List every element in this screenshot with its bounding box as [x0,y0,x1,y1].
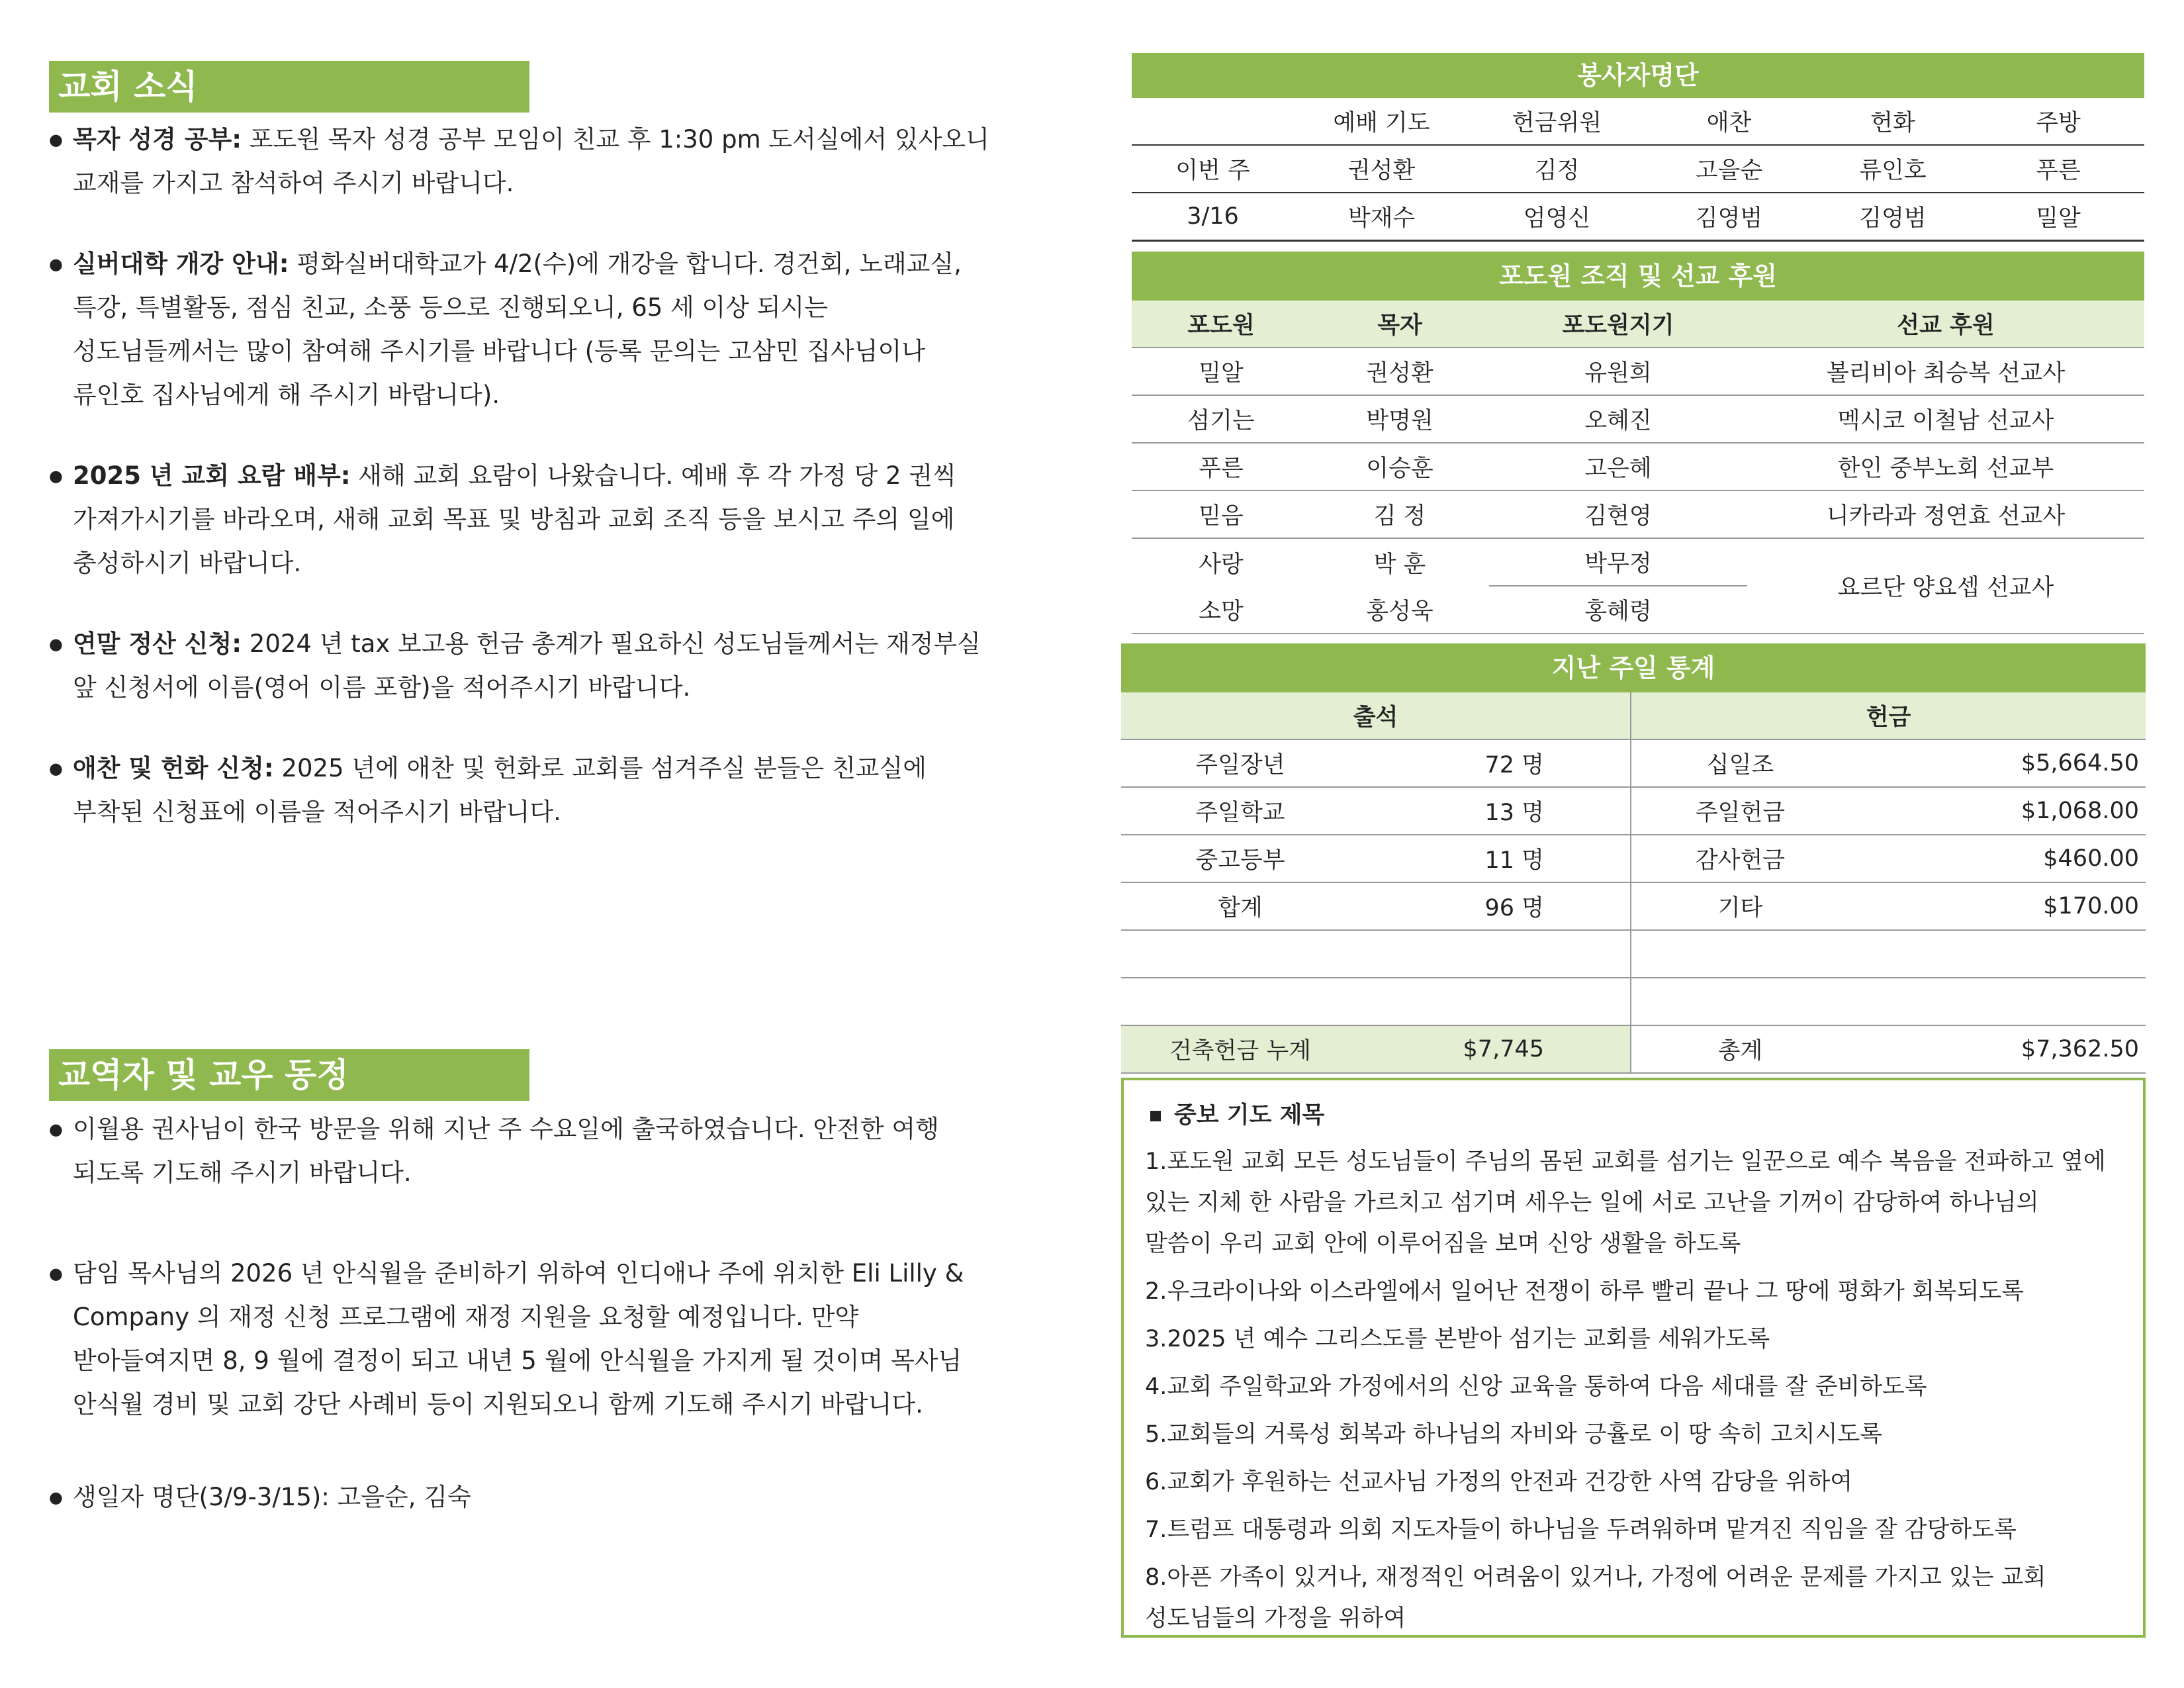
volunteers-header-cell: 예배 기도 [1333,110,1430,136]
vineyard-table [1132,301,2144,634]
prayer-item-text: 4.교회 주일학교와 가정에서의 신앙 교육을 통하여 다음 세대를 잘 준비하도록 [1145,1374,1927,1400]
volunteers-title: 봉사자명단 [1132,53,2144,98]
vineyard-cell: 김 정 [1373,503,1426,530]
ministers-item [49,1476,1068,1519]
news-item-text: 2025 년에 애찬 및 헌화로 교회를 섬겨주실 분들은 친교실에 [273,754,927,782]
vineyard-header-cell: 목자 [1377,312,1422,339]
vineyard-cell: 이승훈 [1366,455,1433,482]
prayer-item [1145,1319,2131,1360]
prayer-box [1121,1078,2146,1638]
stats-cell [1849,930,2146,978]
stats-cell: $5,664.50 [2021,750,2139,776]
vineyard-title: 포도원 조직 및 선교 후원 [1132,252,2144,301]
stats-cell: 중고등부 [1195,847,1285,874]
news-list [49,118,1068,834]
news-item-text: 충성하시기 바랍니다. [73,549,302,577]
volunteers-cell: 엄영신 [1523,205,1591,232]
ministers-heading: 교역자 및 교우 동정 [49,1049,529,1101]
volunteers-cell: 김영범 [1859,205,1927,232]
stats-cell: 감사헌금 [1695,847,1786,874]
stats-total-value: $7,362.50 [2021,1036,2139,1062]
stats-footer-row [1121,1025,2146,1073]
stats-cell: 11 명 [1359,835,1631,882]
vineyard-cell: 박 훈 [1373,551,1426,578]
stats-cell [1359,978,1631,1025]
ministers-item-text: 담임 목사님의 2026 년 안식월을 준비하기 위하여 인디애나 주에 위치한 Eli Lilly & [73,1259,964,1288]
volunteers-table [1132,98,2144,242]
stats-cell [1631,978,1849,1025]
vineyard-cell: 믿음 [1199,503,1244,530]
prayer-item-text: 5.교회들의 거룩성 회복과 하나님의 자비와 긍휼로 이 땅 속히 고치시도록 [1145,1421,1883,1448]
volunteers-header-row [1132,98,2144,145]
ministers-item-text: 되도록 기도해 주시기 바랍니다. [73,1158,412,1187]
prayer-item [1145,1366,2131,1407]
volunteers-cell: 김정 [1534,158,1580,184]
vineyard-cell: 홍성욱 [1366,598,1433,625]
stats-row [1121,978,2146,1025]
volunteers-header-cell: 헌금위원 [1512,110,1602,136]
prayer-item-text: 말씀이 우리 교회 안에 이루어짐을 보며 신앙 생활을 하도록 [1145,1231,1741,1257]
news-item-text: 앞 신청서에 이름(영어 이름 포함)을 적어주시기 바랍니다. [73,673,691,702]
vineyard-cell: 유원희 [1584,360,1652,387]
stats-cell: 72 명 [1359,739,1631,787]
volunteers-header-cell [1132,98,1294,145]
news-item [49,242,1068,417]
prayer-item-text: 있는 지체 한 사람을 가르치고 섬기며 세우는 일에 서로 고난을 기꺼이 감당하여 하나님의 [1145,1190,2039,1216]
news-item [49,454,1068,585]
prayer-title: 중보 기도 제목 [1174,1102,1325,1129]
square-bullet-icon [1150,1111,1161,1121]
stats-row [1121,882,2146,930]
prayer-item-text: 6.교회가 후원하는 선교사님 가정의 안전과 건강한 사역 감당을 위하여 [1145,1469,1853,1495]
stats-cell [1849,978,2146,1025]
prayer-item-text: 성도님들의 가정을 위하여 [1145,1605,1406,1632]
news-item-text: 부착된 신청표에 이름을 적어주시기 바랍니다. [73,798,561,826]
vineyard-cell: 고은혜 [1584,455,1652,482]
stats-cell: 기타 [1717,895,1763,921]
vineyard-cell: 박무정 [1489,538,1747,586]
prayer-item [1145,1462,2131,1503]
vineyard-row [1132,491,2144,538]
prayer-item-text: 1.포도원 교회 모든 성도님들이 주님의 몸된 교회를 섬기는 일꾼으로 예수 복음을 전파하고 옆에 [1145,1149,2106,1175]
stats-cell: 13 명 [1359,787,1631,835]
prayer-item-text: 2.우크라이나와 이스라엘에서 일어난 전쟁이 하루 빨리 끝나 그 땅에 평화가 회복되도록 [1145,1278,2025,1305]
stats-cell: 십일조 [1706,752,1774,778]
news-item [49,747,1068,834]
volunteers-cell: 김영범 [1695,205,1763,232]
news-item-text: 2024 년 tax 보고용 헌금 총계가 필요하신 성도님들께서는 재정부실 [242,630,981,658]
vineyard-cell: 니카라과 정연효 선교사 [1826,503,2066,530]
news-heading: 교회 소식 [49,61,529,113]
vineyard-cell: 박명원 [1366,408,1433,434]
stats-cell [1121,978,1359,1025]
stats-cell: 96 명 [1359,882,1631,930]
vineyard-row [1132,538,2144,586]
news-item-text: 특강, 특별활동, 점심 친교, 소풍 등으로 진행되오니, 65 세 이상 되시는 [73,293,829,322]
stats-row [1121,787,2146,835]
vineyard-cell: 사랑 [1199,551,1244,578]
volunteers-cell: 이번 주 [1175,158,1250,184]
vineyard-cell: 멕시코 이철남 선교사 [1837,408,2054,434]
news-item [49,118,1068,205]
prayer-item-text: 8.아픈 가족이 있거나, 재정적인 어려움이 있거나, 가정에 어려운 문제를 가지고 있는 교회 [1145,1564,2046,1591]
vineyard-header-cell: 포도원 [1187,312,1255,339]
vineyard-cell: 볼리비아 최승복 선교사 [1826,360,2066,387]
vineyard-row [1132,443,2144,491]
volunteers-cell: 푸른 [2036,158,2081,184]
stats-building-value: $7,745 [1359,1025,1631,1073]
vineyard-header-cell: 포도원지기 [1562,312,1674,339]
news-item-text: 새해 교회 요람이 나왔습니다. 예배 후 각 가정 당 2 권씩 [350,461,956,490]
volunteers-header-cell: 애찬 [1706,110,1752,136]
volunteers-cell: 고을순 [1695,158,1763,184]
ministers-list [49,1107,1068,1519]
stats-cell [1121,930,1359,978]
stats-cell [1359,930,1631,978]
vineyard-row [1132,348,2144,395]
stats-row [1121,739,2146,787]
stats-table [1121,692,2146,1074]
news-item-title: 목자 성경 공부: [73,125,242,154]
ministers-item-text: 안식월 경비 및 교회 강단 사례비 등이 지원되오니 함께 기도해 주시기 바랍니다. [73,1390,923,1419]
news-item-text: 교재를 가지고 참석하여 주시기 바랍니다. [73,169,514,197]
prayer-list [1145,1141,2131,1639]
volunteers-cell: 박재수 [1347,205,1416,232]
stats-row [1121,930,2146,978]
ministers-item-text: Company 의 재정 신청 프로그램에 재정 지원을 요청할 예정입니다. 만약 [73,1303,859,1331]
vineyard-header-cell: 선교 후원 [1897,312,1995,339]
stats-building-label: 건축헌금 누계 [1121,1025,1359,1073]
news-item-title: 연말 정산 신청: [73,630,242,658]
stats-cell: 합계 [1218,895,1263,921]
news-item [49,622,1068,710]
ministers-item-text: 생일자 명단(3/9-3/15): 고을순, 김숙 [73,1483,471,1511]
volunteers-header-cell: 주방 [2036,110,2081,136]
ministers-item [49,1252,1068,1427]
vineyard-cell: 소망 [1199,598,1244,625]
stats-total-label: 총계 [1717,1038,1763,1064]
vineyard-cell: 요르단 양요셉 선교사 [1837,575,2054,601]
volunteers-row [1132,145,2144,193]
stats-cell: $170.00 [2043,893,2139,919]
vineyard-cell: 푸른 [1199,455,1244,482]
news-item-text: 류인호 집사님에게 해 주시기 바랍니다). [73,381,500,409]
news-item-text: 포도원 목자 성경 공부 모임이 친교 후 1:30 pm 도서실에서 있사오니 [242,125,989,154]
prayer-item [1145,1509,2131,1550]
stats-header-row [1121,692,2146,739]
stats-cell: 주일장년 [1195,752,1285,778]
ministers-item-text: 받아들여지면 8, 9 월에 결정이 되고 내년 5 월에 안식월을 가지게 될 것이며 목사님 [73,1346,962,1375]
vineyard-cell: 김현영 [1584,503,1652,530]
stats-cell: $460.00 [2043,845,2139,872]
volunteers-cell: 권성환 [1347,158,1416,184]
stats-offering-label: 헌금 [1866,704,1911,731]
ministers-item [49,1107,1068,1195]
vineyard-header-row [1132,301,2144,348]
stats-cell: 주일헌금 [1695,800,1786,826]
prayer-item [1145,1414,2131,1455]
prayer-item [1145,1141,2131,1264]
news-item-title: 애찬 및 헌화 신청: [73,754,274,782]
prayer-heading [1150,1095,1324,1136]
volunteers-cell: 3/16 [1187,203,1239,230]
prayer-item-text: 3.2025 년 예수 그리스도를 본받아 섬기는 교회를 세워가도록 [1145,1326,1770,1352]
news-item-text: 가져가시기를 바라오며, 새해 교회 목표 및 방침과 교회 조직 등을 보시고 주의 일에 [73,505,955,534]
ministers-item-text: 이월용 권사님이 한국 방문을 위해 지난 주 수요일에 출국하였습니다. 안전한 여행 [73,1115,939,1143]
prayer-item-text: 7.트럼프 대통령과 의회 지도자들이 하나님을 두려워하며 맡겨진 직임을 잘 감당하도록 [1145,1517,2017,1543]
vineyard-cell: 오혜진 [1584,408,1652,434]
stats-cell: $1,068.00 [2021,798,2139,824]
vineyard-cell: 밀알 [1199,360,1244,387]
news-item-text: 성도님들께서는 많이 참여해 주시기를 바랍니다 (등록 문의는 고삼민 집사님이나 [73,337,926,365]
volunteers-header-cell: 헌화 [1870,110,1915,136]
stats-row [1121,835,2146,882]
prayer-item [1145,1557,2131,1639]
vineyard-row [1132,395,2144,443]
stats-cell: 주일학교 [1195,800,1285,826]
vineyard-cell: 한인 중부노회 선교부 [1837,455,2054,482]
volunteers-cell: 밀알 [2036,205,2081,232]
news-item-title: 실버대학 개강 안내: [73,250,289,278]
news-item-text: 평화실버대학교가 4/2(수)에 개강을 합니다. 경건회, 노래교실, [289,250,962,278]
stats-attendance-label: 출석 [1121,692,1631,739]
news-item-title: 2025 년 교회 요람 배부: [73,461,351,490]
volunteers-row [1132,193,2144,241]
volunteers-cell: 류인호 [1859,158,1927,184]
vineyard-cell: 홍혜령 [1584,598,1652,625]
vineyard-cell: 권성환 [1366,360,1433,387]
stats-cell [1631,930,1849,978]
stats-title: 지난 주일 통계 [1121,643,2146,692]
vineyard-cell: 섬기는 [1187,408,1255,434]
prayer-item [1145,1271,2131,1312]
